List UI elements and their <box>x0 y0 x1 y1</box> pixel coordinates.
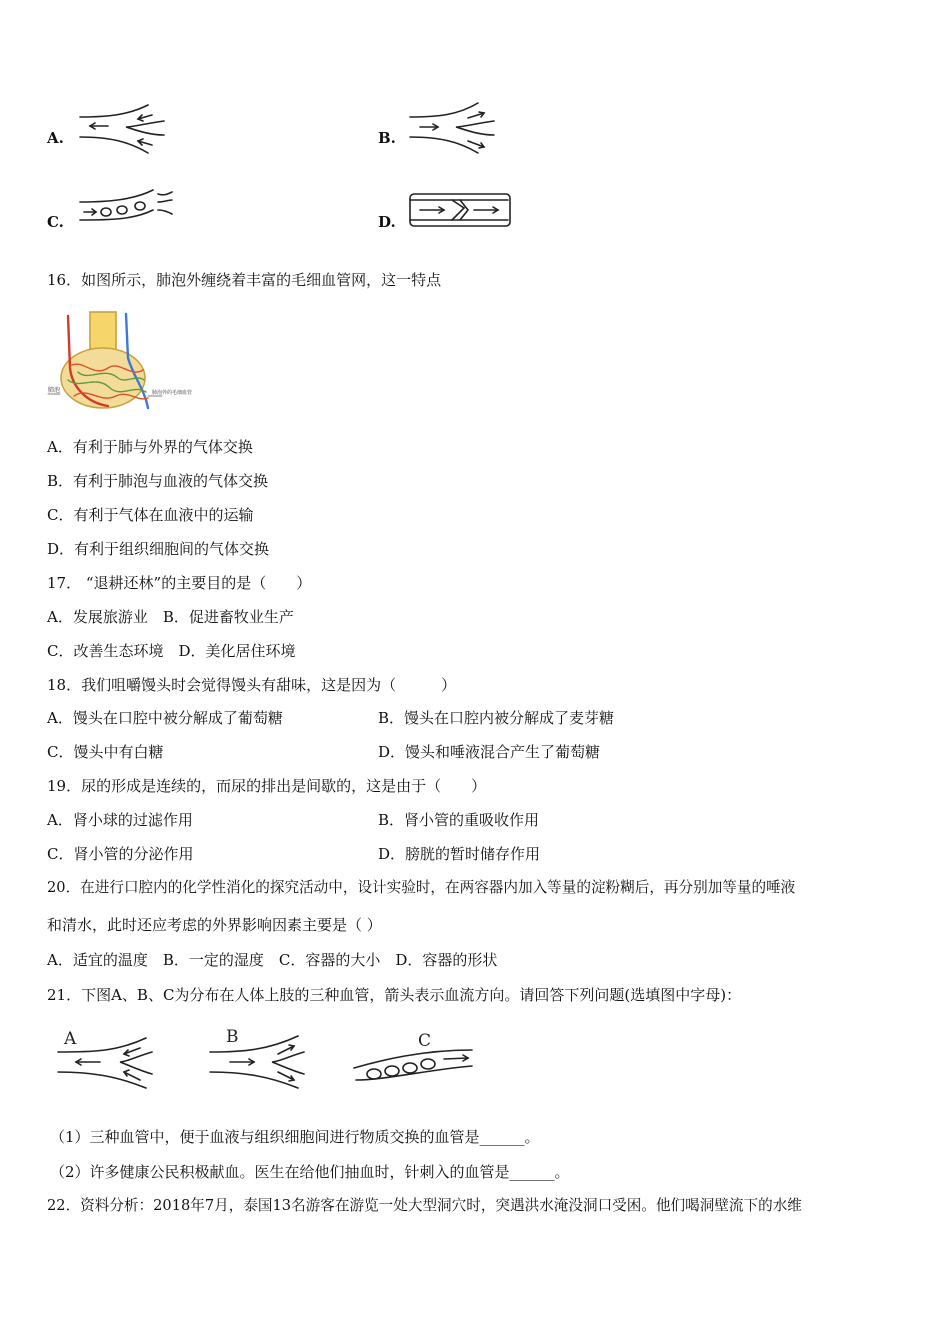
q21-stem: 21．下图A、B、C为分布在人体上肢的三种血管，箭头表示血流方向。请回答下列问题(选填图中字母)： <box>47 986 742 1004</box>
q20-options: A．适宜的温度 B．一定的湿度 C．容器的大小 D．容器的形状 <box>47 951 498 969</box>
q16-option-b: B．有利于肺泡与血液的气体交换 <box>47 472 269 490</box>
q22-stem: 22．资料分析：2018年7月，泰国13名游客在游览一处大型洞穴时，突遇洪水淹没洞口受困。他们喝洞壁流下的水维 <box>47 1197 802 1214</box>
q15-option-b-label: B. <box>378 129 396 147</box>
q16-figure-label-alveolus: 肺泡 <box>48 387 61 394</box>
q21-vessel-a-diagram <box>56 1026 156 1098</box>
q18-option-d: D．馒头和唾液混合产生了葡萄糖 <box>378 743 601 761</box>
q18-option-c: C．馒头中有白糖 <box>47 743 164 761</box>
q19-option-b: B．肾小管的重吸收作用 <box>378 811 540 829</box>
q15-option-d-diagram <box>408 190 516 230</box>
q21-vessel-b-diagram <box>208 1024 308 1096</box>
q19-stem: 19．尿的形成是连续的，而尿的排出是间歇的，这是由于（ ） <box>47 777 487 795</box>
q16-option-d: D．有利于组织细胞间的气体交换 <box>47 540 270 558</box>
q16-alveoli-figure <box>48 308 193 418</box>
q21-label-b: B <box>226 1027 239 1047</box>
q16-figure-label-capillaries: 肺泡外的毛细血管 <box>152 390 193 396</box>
q17-stem: 17． “退耕还林”的主要目的是（ ） <box>47 574 312 592</box>
q21-label-a: A <box>64 1029 77 1049</box>
q17-options-row1: A．发展旅游业 B．促进畜牧业生产 <box>47 608 294 626</box>
q19-option-d: D．膀胱的暂时储存作用 <box>378 845 541 863</box>
q20-stem-line2: 和清水，此时还应考虑的外界影响因素主要是（ ） <box>47 916 382 934</box>
q21-sub2: （2）许多健康公民积极献血。医生在给他们抽血时，针刺入的血管是______。 <box>50 1163 570 1181</box>
q16-stem: 16．如图所示，肺泡外缠绕着丰富的毛细血管网，这一特点 <box>47 271 442 289</box>
q21-vessel-c-diagram <box>352 1030 476 1086</box>
q15-option-a-label: A. <box>47 129 64 147</box>
q18-option-a: A．馒头在口腔中被分解成了葡萄糖 <box>47 709 283 727</box>
q15-option-c-label: C. <box>47 213 64 231</box>
q18-option-b: B．馒头在口腔内被分解成了麦芽糖 <box>378 709 615 727</box>
q21-sub1: （1）三种血管中，便于血液与组织细胞间进行物质交换的血管是______。 <box>50 1128 540 1146</box>
q20-stem-line1: 20．在进行口腔内的化学性消化的探究活动中，设计实验时，在两容器内加入等量的淀粉糊后，再分别加等量的唾液 <box>47 879 796 896</box>
q18-stem: 18．我们咀嚼馒头时会觉得馒头有甜味，这是因为（ ） <box>47 676 457 694</box>
q17-options-row2: C．改善生态环境 D．美化居住环境 <box>47 642 296 660</box>
q15-option-c-diagram <box>78 188 178 228</box>
q16-option-a: A．有利于肺与外界的气体交换 <box>47 438 253 456</box>
q16-option-c: C．有利于气体在血液中的运输 <box>47 506 254 524</box>
q15-option-d-label: D. <box>378 213 396 231</box>
q15-option-b-diagram <box>408 101 498 156</box>
q15-option-a-diagram <box>78 103 168 158</box>
q19-option-c: C．肾小管的分泌作用 <box>47 845 194 863</box>
q21-label-c: C <box>418 1031 432 1051</box>
q19-option-a: A．肾小球的过滤作用 <box>47 811 193 829</box>
